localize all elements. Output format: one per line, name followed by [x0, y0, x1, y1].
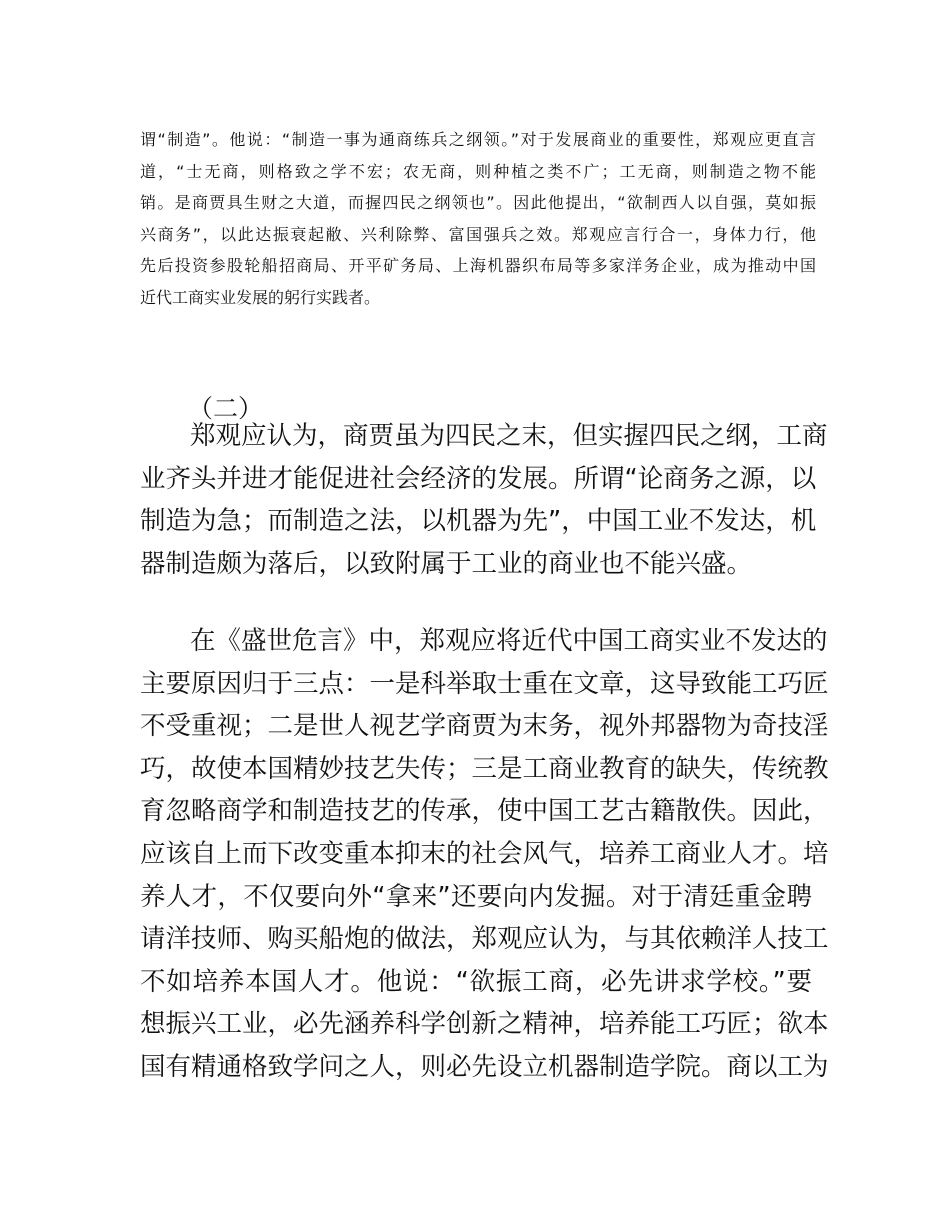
intro-line: 谓“制造”。他说：“制造一事为通商练兵之纲领。”对于发展商业的重要性，郑观应更直言	[140, 130, 816, 149]
intro-line: 兴商务”，以此达振衰起敝、兴利除弊、富国强兵之效。郑观应言行合一，身体力行，他	[140, 224, 816, 244]
paragraph-line: 想振兴工业，必先涵养科学创新之精神，培养能工巧匠；欲本	[140, 1009, 829, 1040]
body-paragraph-1	[140, 415, 828, 585]
section-heading: （二）	[188, 394, 264, 423]
paragraph-line: 应该自上而下改变重本抑末的社会风气，培养工商业人才。培	[140, 838, 829, 869]
paragraph-line: 巧，故使本国精妙技艺失传；三是工商业教育的缺失，传统教	[140, 753, 829, 784]
paragraph-line: 郑观应认为，商贾虽为四民之末，但实握四民之纲，工商	[190, 421, 828, 451]
intro-line: 销。是商贾具生财之大道，而握四民之纲领也”。因此他提出，“欲制西人以自强，莫如振	[140, 193, 816, 212]
paragraph-line: 主要原因归于三点：一是科举取士重在文章，这导致能工巧匠	[140, 668, 829, 699]
intro-line: 先后投资参股轮船招商局、开平矿务局、上海机器织布局等多家洋务企业，成为推动中国	[140, 256, 816, 275]
paragraph-line: 养人才，不仅要向外“拿来”还要向内发掘。对于清廷重金聘	[140, 881, 812, 912]
intro-line: 近代工商实业发展的躬行实践者。	[140, 287, 381, 307]
paragraph-line: 不如培养本国人才。他说：“欲振工商，必先讲求学校。”要	[140, 966, 812, 997]
intro-line: 道，“士无商，则格致之学不宏；农无商，则种植之类不广；工无商，则制造之物不能	[140, 161, 816, 181]
intro-paragraph	[140, 124, 816, 313]
paragraph-line: 在《盛世危言》中，郑观应将近代中国工商实业不发达的	[190, 626, 828, 656]
paragraph-line: 育忽略商学和制造技艺的传承，使中国工艺古籍散佚。因此，	[140, 796, 829, 827]
paragraph-line: 请洋技师、购买船炮的做法，郑观应认为，与其依赖洋人技工	[140, 924, 829, 955]
paragraph-line: 业齐头并进才能促进社会经济的发展。所谓“论商务之源，以	[140, 463, 817, 494]
paragraph-line: 不受重视；二是世人视艺学商贾为末务，视外邦器物为奇技淫	[140, 711, 829, 742]
body-paragraph-2	[140, 620, 829, 1089]
paragraph-line: 制造为急；而制造之法，以机器为先”，中国工业不发达，机	[140, 506, 817, 537]
paragraph-line: 国有精通格致学问之人，则必先设立机器制造学院。商以工为	[140, 1051, 829, 1082]
paragraph-line: 器制造颇为落后，以致附属于工业的商业也不能兴盛。	[140, 548, 753, 579]
